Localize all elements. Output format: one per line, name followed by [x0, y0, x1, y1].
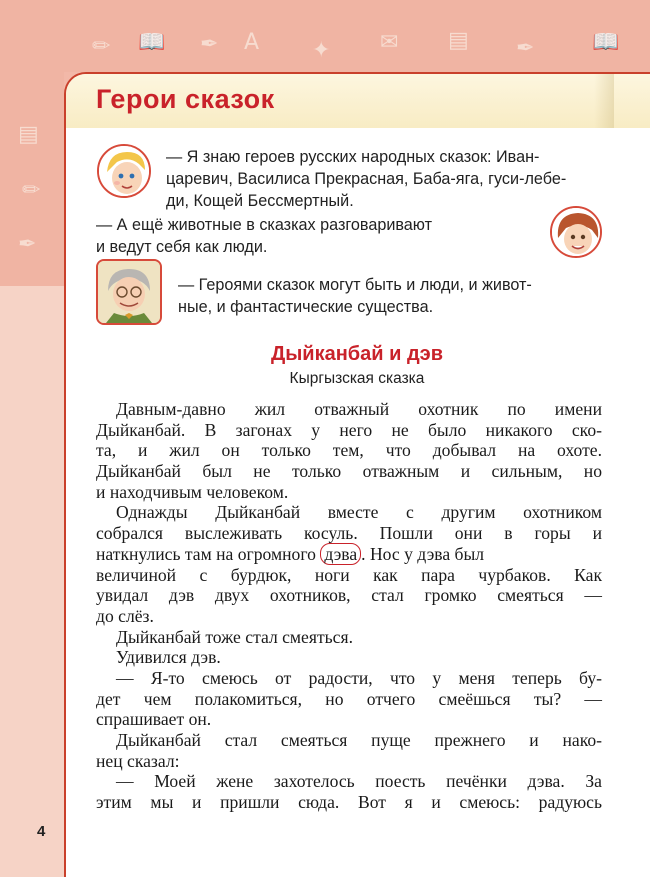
story-subtitle: Кыргызская сказка: [289, 370, 425, 387]
dialog-3: [178, 274, 602, 318]
dialog-line: ные, и фантастические существа.: [178, 298, 434, 316]
story-line: Давным-давно жил отважный охотник по имени: [116, 399, 602, 419]
dialog-line: — Я знаю героев русских народных сказок: Иван-: [166, 148, 540, 166]
dialog-2: [96, 214, 540, 258]
decorative-header-band: [0, 0, 650, 72]
girl-avatar: [550, 206, 602, 258]
page-title: Герои сказок: [96, 84, 275, 114]
book-icon: 📖: [138, 30, 166, 55]
book-stack-icon: ▤: [18, 122, 39, 147]
story-line: величиной с бурдюк, ноги как пара чурбаков. Как: [96, 564, 602, 585]
dialog-line: — А ещё животные в сказках разговаривают: [96, 216, 433, 234]
dialog-line: царевич, Василиса Прекрасная, Баба-яга, гуси-лебе-: [166, 170, 567, 188]
story-line: дет чем полакомиться, но отчего смеёшься ты? —: [96, 688, 602, 709]
letter-card-icon: A: [244, 30, 260, 55]
story-line: — Моей жене захотелось поесть печёнки дэва. За: [116, 771, 602, 792]
page-number: 4: [37, 823, 46, 840]
story-title: Дыйканбай и дэв: [270, 343, 444, 365]
story-fragment: . Нос у дэва был: [361, 543, 485, 564]
open-book-icon: 📖: [592, 30, 620, 55]
story-line-with-highlight: [96, 544, 602, 565]
story-line: Дыйканбай был не только отважным и сильным, но: [96, 461, 602, 482]
story-text: [96, 399, 602, 813]
dialog-1: [166, 146, 602, 212]
grandfather-avatar: [96, 259, 162, 325]
story-line: увидал дэв двух охотников, стал громко смеяться —: [96, 585, 602, 606]
boy-avatar: [97, 144, 151, 198]
story-fragment: наткнулись там на огромного: [96, 543, 316, 564]
dialog-line: ди, Кощей Бессмертный.: [166, 192, 354, 210]
story-line: Дыйканбай. В загонах у него не было никакого ско-: [96, 419, 602, 440]
sketch-card-icon: ✦: [312, 38, 331, 63]
story-line: до слёз.: [96, 605, 154, 626]
story-line: Удивился дэв.: [116, 647, 221, 668]
page-number-tab: [0, 808, 64, 877]
pencil-icon: ✏: [22, 178, 41, 203]
quill-icon: ✒: [200, 32, 219, 57]
decorative-left-rail: [0, 0, 64, 877]
story-line: Однажды Дыйканбай вместе с другим охотником: [116, 502, 602, 523]
book-stack-icon: ▤: [448, 28, 469, 53]
quill-pen-icon: ✒: [516, 36, 535, 61]
quill-icon: ✒: [18, 232, 37, 257]
story-line: и находчивым человеком.: [96, 481, 289, 502]
story-line: та, и жил он только тем, что добывал на охоте.: [96, 440, 602, 461]
dialog-line: и ведут себя как люди.: [96, 238, 268, 256]
scroll-icon: ✉: [380, 30, 399, 55]
story-line: Дыйканбай стал смеяться пуще прежнего и нако-: [116, 730, 602, 750]
story-line: собрался выслеживать косуль. Пошли они в горы и: [96, 523, 602, 544]
dialog-line: — Героями сказок могут быть и люди, и живот-: [178, 276, 532, 294]
story-line: Дыйканбай тоже стал смеяться.: [116, 626, 353, 647]
pencil-icon: ✏: [92, 34, 111, 59]
story-line: — Я-то смеюсь от радости, что у меня теперь бу-: [116, 667, 602, 688]
story-line: спрашивает он.: [96, 709, 212, 730]
story-line: нец сказал:: [96, 750, 180, 771]
highlighted-word: дэва: [320, 543, 361, 565]
story-line: этим мы и пришли сюда. Вот я и смеюсь: радуюсь: [96, 792, 602, 813]
